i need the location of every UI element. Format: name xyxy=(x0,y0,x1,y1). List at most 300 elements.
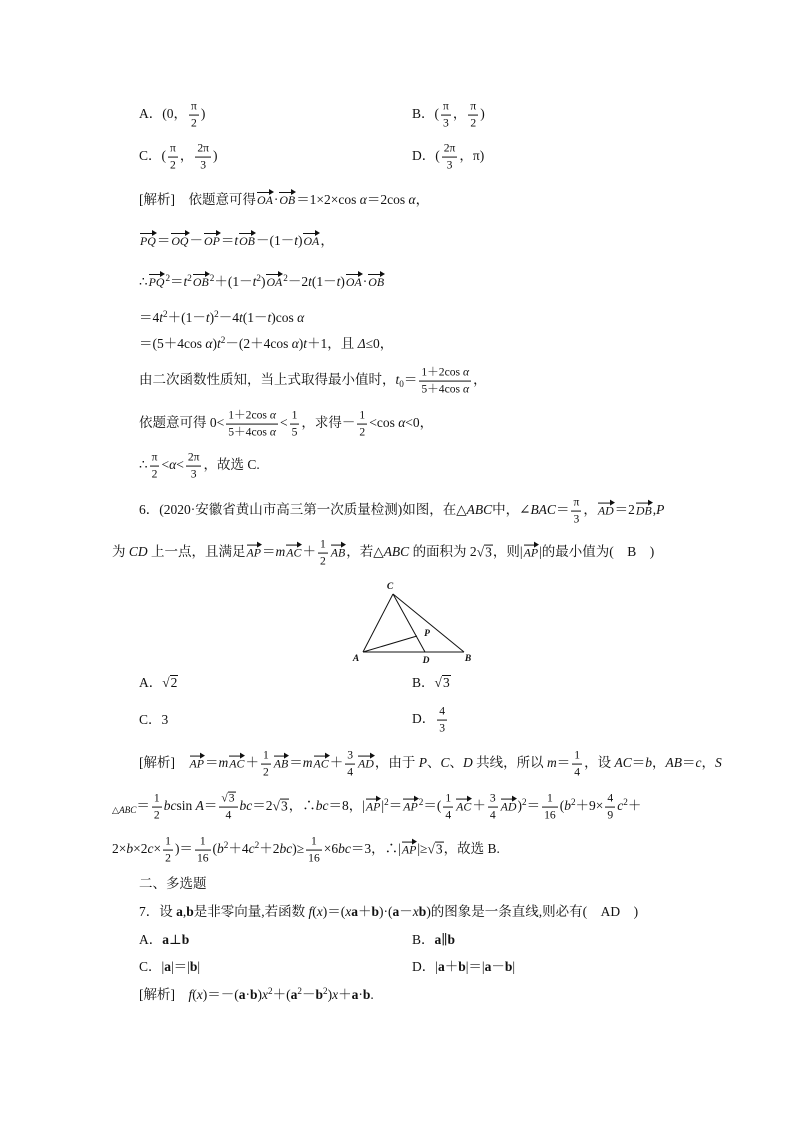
q5-analysis-line-8 xyxy=(139,451,260,482)
math-variable: b xyxy=(126,841,134,857)
math-variable: bc xyxy=(239,798,253,814)
q5-option-d xyxy=(412,142,484,173)
square-root xyxy=(427,841,443,856)
text-run: ＝ xyxy=(555,502,570,518)
math-variable: α xyxy=(205,336,213,351)
bold-vector: a xyxy=(351,987,359,1002)
radicand: 3 xyxy=(485,544,492,560)
text-run: ＝ xyxy=(156,233,171,248)
vector-ap-icon: AP xyxy=(365,799,381,814)
q5-analysis-line-4 xyxy=(139,309,304,327)
fraction xyxy=(441,100,451,131)
fraction-denominator xyxy=(226,425,278,440)
vector-oa-icon: OA xyxy=(257,193,273,207)
fraction-denominator: 3 xyxy=(446,158,453,172)
fraction-numerator: 1 xyxy=(542,792,558,808)
text-run: ×6 xyxy=(323,841,339,857)
text-run: ＝8，| xyxy=(328,798,365,814)
fraction-denominator xyxy=(219,808,237,823)
text-run: 共线，所以 xyxy=(472,755,548,771)
math-variable: bc xyxy=(315,798,329,814)
fraction-denominator: 2 xyxy=(191,116,197,130)
radicand: 3 xyxy=(228,791,235,805)
math-variable: P xyxy=(656,502,665,518)
bold-vector: a xyxy=(437,959,445,974)
bold-vector: a xyxy=(162,932,169,947)
text-run: B． xyxy=(412,675,435,690)
math-variable: c xyxy=(248,841,255,857)
text-run: 由二次函数性质知，当上式取得最小值时， xyxy=(139,372,396,388)
math-variable: α xyxy=(269,408,276,422)
segment-ap xyxy=(363,636,417,652)
math-variable: m xyxy=(547,755,557,771)
text-run: △ xyxy=(112,804,120,815)
math-variable: bc xyxy=(338,841,351,857)
fraction-denominator: 2 xyxy=(359,425,366,439)
text-run: ＝4 xyxy=(139,310,160,325)
math-variable: m xyxy=(302,755,313,771)
text-run: 依题意可得 0< xyxy=(139,415,225,431)
text-run: ＋2 xyxy=(259,841,280,857)
text-run: [解析] xyxy=(139,987,189,1002)
math-variable: α xyxy=(291,336,299,351)
vector-db-icon: DB xyxy=(635,503,652,518)
q6-option-b xyxy=(412,674,451,692)
superscript: 2 xyxy=(220,334,226,345)
text-run: 中，∠ xyxy=(492,502,531,518)
q6-analysis-line-2 xyxy=(112,792,641,823)
text-run: ＋( xyxy=(272,987,291,1002)
text-run: 为 xyxy=(112,544,129,560)
text-run: C．( xyxy=(139,148,166,164)
bold-vector: b xyxy=(189,959,198,974)
fraction-numerator: π xyxy=(468,100,478,116)
q5-analysis-line-2 xyxy=(139,232,334,250)
math-variable: x xyxy=(316,904,323,919)
text-run: ( xyxy=(212,841,218,857)
math-variable: α xyxy=(462,382,470,396)
vector-op-icon: OP xyxy=(204,234,220,248)
vertex-label-b: B xyxy=(464,654,472,664)
text-run: ， xyxy=(415,192,430,207)
fraction xyxy=(468,100,478,131)
math-variable: ABC xyxy=(119,804,137,815)
text-run: ) xyxy=(209,310,215,325)
math-variable: t xyxy=(183,274,188,289)
math-variable: t xyxy=(294,233,298,248)
text-run: ＝ xyxy=(136,798,150,814)
text-run: ＝2 xyxy=(614,502,635,518)
fraction xyxy=(572,749,582,780)
fraction-denominator: 2 xyxy=(319,554,326,568)
point-label-p: P xyxy=(424,629,430,639)
text-run: ) xyxy=(257,987,263,1002)
text-run: ， xyxy=(583,502,597,518)
text-run: < xyxy=(279,415,288,431)
fraction-denominator: 2 xyxy=(151,467,158,481)
text-run: ＝ xyxy=(403,372,418,388)
text-run: | xyxy=(197,959,201,974)
text-run: ＝(5＋4cos xyxy=(139,336,206,351)
text-run: －2 xyxy=(287,274,309,289)
vector-ap-icon: AP xyxy=(403,799,418,814)
math-variable: bc xyxy=(279,841,293,857)
text-run: , xyxy=(182,904,187,919)
bold-vector: a xyxy=(351,904,359,919)
text-run: (1－ xyxy=(311,274,337,289)
text-run: C．| xyxy=(139,959,165,974)
superscript: 2 xyxy=(418,797,424,808)
text-run: 是非零向量,若函数 xyxy=(193,904,309,919)
fraction xyxy=(150,451,160,482)
text-run: )＝( xyxy=(322,904,346,919)
fraction-denominator: 3 xyxy=(439,721,446,735)
fraction xyxy=(443,792,453,823)
q6-option-a xyxy=(139,674,178,692)
text-run: )·( xyxy=(379,904,393,919)
fraction-numerator: 1 xyxy=(318,538,328,554)
text-run: D．( xyxy=(412,148,440,164)
text-run: ) xyxy=(517,798,522,814)
radicand: 2 xyxy=(170,675,178,690)
math-variable: α xyxy=(408,192,416,207)
text-run: ＋4 xyxy=(228,841,249,857)
math-variable: x xyxy=(262,987,269,1002)
fraction xyxy=(605,792,615,823)
vector-ob-icon: OB xyxy=(239,234,255,248)
q6-option-d xyxy=(412,705,449,736)
text-run: ＝1×2×cos xyxy=(296,192,360,207)
square-root xyxy=(162,675,178,690)
vector-ac-icon: AC xyxy=(456,799,472,814)
text-run: ( xyxy=(192,987,197,1002)
math-variable: AB xyxy=(665,755,682,771)
vertex-label-c: C xyxy=(386,582,394,592)
text-run: < xyxy=(161,457,170,473)
text-run: 2× xyxy=(112,841,127,857)
math-variable: x xyxy=(412,904,419,919)
vector-ac-icon: AC xyxy=(229,756,245,771)
q7-option-d xyxy=(412,958,515,976)
fraction xyxy=(306,835,322,866)
text-run: ) xyxy=(200,106,206,122)
text-run: 5＋4cos xyxy=(421,382,463,396)
text-run: － xyxy=(399,904,413,919)
text-run: ∴ xyxy=(139,457,148,473)
text-run: ( xyxy=(559,798,565,814)
text-run: ＝ xyxy=(262,544,276,560)
text-run: ＝ xyxy=(289,755,303,771)
text-run: A． xyxy=(139,675,163,690)
text-run: A．(0， xyxy=(139,106,187,122)
superscript: 2 xyxy=(322,985,328,996)
superscript: 2 xyxy=(163,308,168,319)
q5-analysis-line-7 xyxy=(139,409,433,440)
fraction xyxy=(189,100,199,131)
fraction-numerator: 1 xyxy=(261,749,271,765)
fraction-numerator: 2π xyxy=(442,142,458,158)
vector-ad-icon: AD xyxy=(500,799,517,814)
text-run: 、 xyxy=(427,755,441,771)
superscript: 2 xyxy=(384,797,389,808)
q5-analysis-line-1 xyxy=(139,191,429,209)
vector-pq-icon: PQ xyxy=(140,234,156,248)
square-root xyxy=(477,544,493,559)
math-variable: x xyxy=(196,987,203,1002)
vector-ap-icon: AP xyxy=(246,545,262,560)
text-run: ∴ xyxy=(139,274,148,289)
superscript: 2 xyxy=(268,985,273,996)
text-run: B．( xyxy=(412,106,439,122)
side-ac xyxy=(363,594,393,652)
vector-ob-icon: OB xyxy=(279,193,296,207)
text-run: ＋ xyxy=(358,904,372,919)
text-run: ∥ xyxy=(441,932,448,947)
text-run: ) xyxy=(327,987,333,1002)
math-variable: b xyxy=(217,841,224,857)
math-variable: ABC xyxy=(383,544,410,560)
text-run: ＋ xyxy=(245,755,259,771)
q7-option-c xyxy=(139,958,200,976)
vector-oa-icon: OA xyxy=(345,275,362,289)
fraction-denominator: 4 xyxy=(347,765,354,779)
vector-ap-icon: AP xyxy=(189,756,205,771)
fraction xyxy=(226,409,278,440)
text-run: ) xyxy=(213,148,218,164)
fraction-numerator xyxy=(219,792,237,808)
math-variable: t xyxy=(216,336,221,351)
bold-vector: a xyxy=(484,959,492,974)
math-variable: Δ xyxy=(357,336,366,351)
math-variable: c xyxy=(147,841,154,857)
text-run: sin xyxy=(176,798,196,814)
text-run: ＋ xyxy=(472,798,486,814)
fraction-denominator: 2 xyxy=(153,808,160,822)
fraction-numerator: 2π xyxy=(195,142,211,158)
q5-option-c xyxy=(139,142,218,173)
text-run: ≤0， xyxy=(365,336,394,351)
text-run: － xyxy=(491,959,505,974)
bold-vector: a xyxy=(164,959,171,974)
segment-cd xyxy=(393,594,425,652)
bold-vector: b xyxy=(371,904,380,919)
text-run: B． xyxy=(412,932,435,947)
fraction-numerator: 1 xyxy=(152,792,162,808)
vector-ac-icon: AC xyxy=(313,756,329,771)
text-run: ＝ xyxy=(526,798,541,814)
text-run: ⊥ xyxy=(169,932,182,947)
fraction xyxy=(261,749,271,780)
q5-analysis-line-3 xyxy=(139,273,385,291)
text-run: ＋ xyxy=(627,798,642,814)
superscript: 2 xyxy=(521,797,527,808)
math-variable: t xyxy=(252,274,257,289)
q7-option-b xyxy=(412,931,455,949)
vector-oq-icon: OQ xyxy=(171,234,189,248)
math-variable: ABC xyxy=(466,502,493,518)
text-run: <0， xyxy=(405,415,434,431)
point-label-d: D xyxy=(422,656,430,666)
fraction-denominator: 5 xyxy=(291,425,298,439)
bold-vector: b xyxy=(447,932,456,947)
superscript: 2 xyxy=(187,272,192,283)
fraction-numerator: 3 xyxy=(345,749,355,765)
math-variable: D xyxy=(463,755,473,771)
bold-vector: a xyxy=(176,904,183,919)
vertex-label-a: A xyxy=(352,654,360,664)
radicand: 3 xyxy=(442,675,450,690)
text-run: 、 xyxy=(449,755,464,771)
text-run: )＝－( xyxy=(202,987,239,1002)
text-run: D．| xyxy=(412,959,438,974)
text-run: ＝2cos xyxy=(366,192,409,207)
fraction xyxy=(437,705,447,736)
text-run: ，π) xyxy=(459,148,485,164)
square-root xyxy=(435,675,451,690)
text-run: )的图象是一条直线,则必有( AD ) xyxy=(426,904,639,919)
text-run: |＝| xyxy=(170,959,190,974)
math-variable: t xyxy=(336,274,341,289)
q6-analysis-line-1 xyxy=(139,749,722,780)
vector-pq-icon: PQ xyxy=(148,275,165,289)
fraction xyxy=(195,835,211,866)
text-run: 6．(2020·安徽省黄山市高三第一次质量检测)如图，在△ xyxy=(139,502,467,518)
fraction xyxy=(219,792,237,823)
text-run: 1＋2cos xyxy=(421,365,463,379)
text-run: [解析] 依题意可得 xyxy=(139,192,256,207)
text-run: 7．设 xyxy=(139,904,177,919)
text-run: ， xyxy=(452,106,467,122)
superscript: 2 xyxy=(254,840,260,851)
text-run: C．3 xyxy=(139,712,169,727)
text-run: － xyxy=(189,233,203,248)
text-run: 上一点，且满足 xyxy=(147,544,246,560)
fraction xyxy=(345,749,355,780)
fraction-denominator: 16 xyxy=(196,851,209,865)
math-variable: S xyxy=(714,755,722,771)
triangle-figure xyxy=(340,572,485,672)
superscript: 2 xyxy=(570,797,576,808)
text-run: ＋9× xyxy=(575,798,604,814)
text-run: ) xyxy=(298,336,304,351)
text-run: ，∴ xyxy=(288,798,316,814)
text-run: )cos xyxy=(271,310,298,325)
math-variable: α xyxy=(297,310,305,325)
text-run: ) xyxy=(297,233,303,248)
fraction-numerator: 1 xyxy=(163,835,173,851)
text-run: · xyxy=(273,192,279,207)
fraction-numerator: 1 xyxy=(290,409,300,425)
math-variable: t xyxy=(159,310,164,325)
fraction-denominator: 16 xyxy=(308,851,320,865)
fraction-denominator xyxy=(419,382,471,397)
text-run: ，由于 xyxy=(374,755,419,771)
text-run: ＝3，∴| xyxy=(350,841,401,857)
superscript: 2 xyxy=(623,797,628,808)
fraction xyxy=(488,792,498,823)
bold-vector: b xyxy=(362,987,371,1002)
bold-vector: a xyxy=(290,987,298,1002)
bold-vector: b xyxy=(186,904,194,919)
section-heading: 二、多选题 xyxy=(139,876,207,891)
text-run: A． xyxy=(139,932,163,947)
text-run: ) xyxy=(340,274,345,289)
radicand: 3 xyxy=(435,841,443,857)
text-run: ＝ xyxy=(556,755,571,771)
text-run: ， xyxy=(651,755,666,771)
fraction-numerator: 1 xyxy=(443,792,453,808)
text-run: |＝| xyxy=(465,959,485,974)
superscript: 2 xyxy=(256,272,261,283)
vector-ob-icon: OB xyxy=(192,275,209,289)
text-run: ， xyxy=(701,755,715,771)
math-variable: t xyxy=(205,310,210,325)
text-run: · xyxy=(358,987,363,1002)
q6-stem-line-2 xyxy=(112,538,654,569)
square-root xyxy=(273,798,289,813)
text-run: ＋(1－ xyxy=(167,310,206,325)
text-run: 5＋4cos xyxy=(228,425,270,439)
q7-option-a xyxy=(139,931,189,949)
math-variable: t xyxy=(234,233,239,248)
text-run: ＝ xyxy=(203,798,218,814)
fraction-denominator: 4 xyxy=(574,765,581,779)
text-run: |的最小值为( B ) xyxy=(539,544,655,560)
text-run: |≥ xyxy=(417,841,428,857)
fraction xyxy=(168,142,178,173)
vector-ac-icon: AC xyxy=(286,545,302,560)
fraction-denominator: 3 xyxy=(573,512,580,526)
fraction xyxy=(186,451,202,482)
fraction xyxy=(152,792,162,823)
text-run: ＝( xyxy=(423,798,442,814)
text-run: ，故选 B. xyxy=(443,841,500,857)
text-run: ＝ xyxy=(681,755,696,771)
bold-vector: b xyxy=(458,959,466,974)
math-variable: α xyxy=(269,425,276,439)
fraction-numerator: 1 xyxy=(357,409,367,425)
radicand: 3 xyxy=(280,798,288,814)
math-variable: C xyxy=(440,755,450,771)
superscript: 2 xyxy=(209,272,215,283)
text-run: ＝ xyxy=(631,755,646,771)
text-run: ，故选 C. xyxy=(203,457,260,473)
math-variable: t xyxy=(238,310,243,325)
text-run: －(2＋4cos xyxy=(225,336,292,351)
fraction xyxy=(419,366,471,397)
fraction-numerator: π xyxy=(150,451,160,467)
vector-ab-icon: AB xyxy=(273,756,289,771)
text-run: ) xyxy=(260,274,266,289)
text-run: ，则| xyxy=(492,544,523,560)
fraction-denominator: 3 xyxy=(443,116,449,130)
subscript: 0 xyxy=(399,378,404,389)
text-run: · xyxy=(362,274,368,289)
fraction xyxy=(290,409,300,440)
math-variable: c xyxy=(695,755,702,771)
vector-ap-icon: AP xyxy=(523,545,539,560)
math-variable: P xyxy=(418,755,427,771)
fraction xyxy=(442,142,458,173)
fraction xyxy=(195,142,211,173)
fraction xyxy=(571,496,581,527)
math-variable: t xyxy=(308,274,312,289)
text-run: ) xyxy=(212,336,217,351)
q7-stem xyxy=(139,903,638,921)
superscript: 2 xyxy=(165,272,171,283)
fraction-denominator: 2 xyxy=(262,765,269,779)
fraction-denominator: 16 xyxy=(544,808,556,822)
